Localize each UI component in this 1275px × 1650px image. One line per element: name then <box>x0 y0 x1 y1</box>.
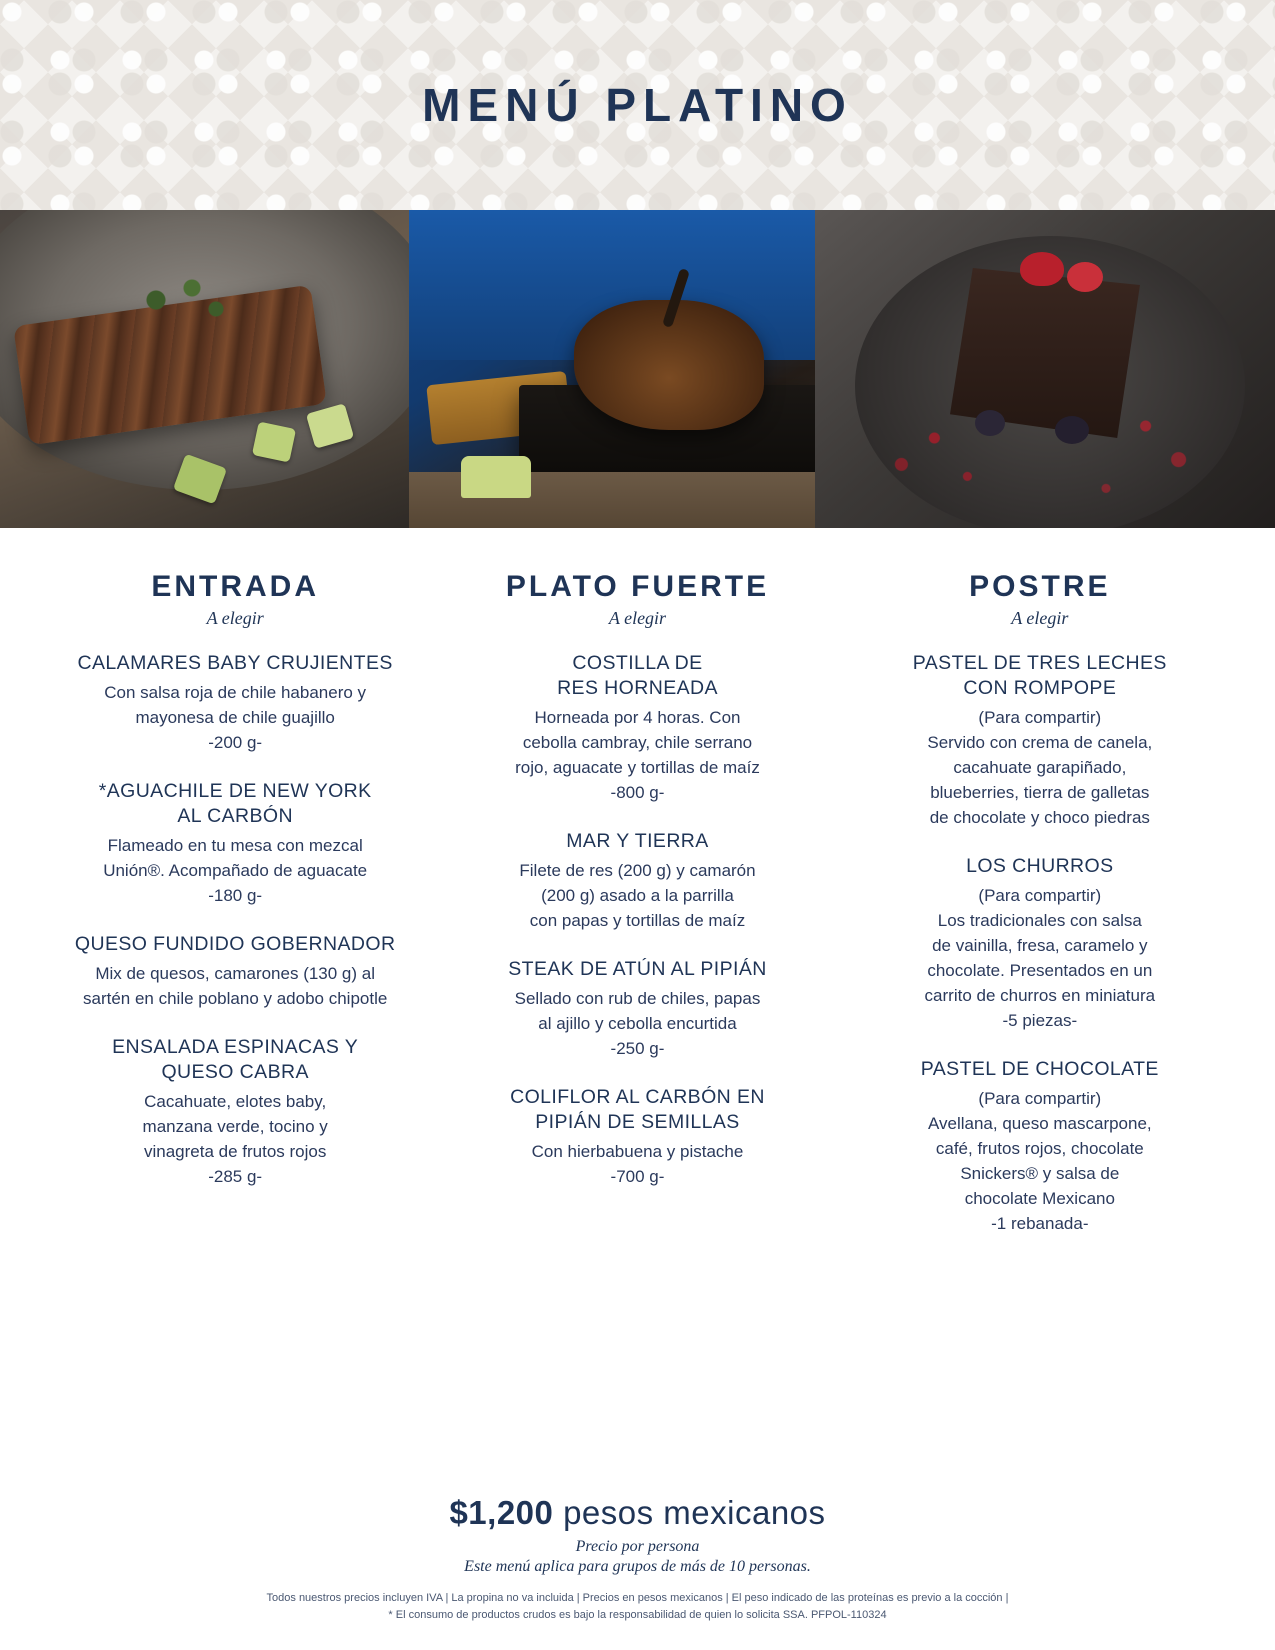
column-subheading: A elegir <box>1011 608 1069 628</box>
price-note-per-person: Precio por persona <box>575 1538 700 1555</box>
menu-item <box>839 854 1241 1033</box>
dish-photo-entrada <box>0 210 409 528</box>
page-header <box>0 0 1275 210</box>
column-subheading: A elegir <box>608 608 667 628</box>
column-heading: ENTRADA <box>151 570 319 603</box>
herb-shape <box>120 270 240 330</box>
page-footer <box>0 1494 1275 1650</box>
menu-item-name: PASTEL DE CHOCOLATE <box>920 1058 1159 1080</box>
menu-item-name: QUESO FUNDIDO GOBERNADOR <box>74 933 396 955</box>
menu-column-plato-fuerte <box>436 570 838 1260</box>
blackberry-shape <box>1055 416 1089 444</box>
menu-item <box>34 932 436 1011</box>
menu-item <box>34 651 436 755</box>
menu-item <box>34 1035 436 1189</box>
menu-item-description: (Para compartir) Los tradicionales con salsa de vainilla, fresa, caramelo y chocolate. Presentados en un carrito de churros en miniatura -5 piezas- <box>924 886 1156 1030</box>
chocolate-cake-shape <box>950 268 1140 438</box>
photo-strip <box>0 210 1275 528</box>
column-heading: PLATO FUERTE <box>505 570 770 603</box>
menu-item <box>839 1057 1241 1236</box>
strawberry-shape <box>1020 252 1064 286</box>
guacamole-shape <box>461 456 531 498</box>
menu-item-description: Filete de res (200 g) y camarón (200 g) asado a la parrilla con papas y tortillas de maíz <box>519 861 756 930</box>
menu-item-name: LOS CHURROS <box>966 855 1114 877</box>
column-subheading: A elegir <box>206 608 264 628</box>
menu-item-name: *AGUACHILE DE NEW YORK AL CARBÓN <box>98 780 372 827</box>
menu-item <box>436 651 838 805</box>
menu-item-name: STEAK DE ATÚN AL PIPIÁN <box>508 958 767 980</box>
menu-item <box>839 651 1241 830</box>
menu-item-description: Mix de quesos, camarones (130 g) al sartén en chile poblano y adobo chipotle <box>82 964 388 1008</box>
menu-item-description: Cacahuate, elotes baby, manzana verde, tocino y vinagreta de frutos rojos -285 g- <box>142 1092 328 1186</box>
menu-columns <box>0 528 1275 1260</box>
menu-item-description: (Para compartir) Avellana, queso mascarpone, café, frutos rojos, chocolate Snickers® y salsa de chocolate Mexicano -1 rebanada- <box>927 1089 1152 1233</box>
menu-column-entrada <box>34 570 436 1260</box>
strawberry-shape <box>1067 262 1103 292</box>
menu-item-name: PASTEL DE TRES LECHES CON ROMPOPE <box>912 652 1167 699</box>
menu-item-description: Horneada por 4 horas. Con cebolla cambray, chile serrano rojo, aguacate y tortillas de maíz -800 g- <box>515 708 760 802</box>
legal-line-2: * El consumo de productos crudos es bajo la responsabilidad de quien lo solicita SSA. PFPOL-110324 <box>388 1609 887 1621</box>
price-currency: pesos mexicanos <box>563 1494 826 1531</box>
menu-item-name: ENSALADA ESPINACAS Y QUESO CABRA <box>112 1036 359 1083</box>
menu-item-description: Con salsa roja de chile habanero y mayonesa de chile guajillo -200 g- <box>104 683 367 752</box>
column-heading: POSTRE <box>969 570 1111 603</box>
legal-line-1: Todos nuestros precios incluyen IVA | La propina no va incluida | Precios en pesos mexicanos | El peso indicado de las proteínas es previo a la cocción | <box>266 1592 1009 1604</box>
price-note-groups: Este menú aplica para grupos de más de 10 personas. <box>464 1558 811 1575</box>
menu-item-name: COSTILLA DE RES HORNEADA <box>557 652 718 699</box>
dish-photo-postre <box>815 210 1275 528</box>
menu-item-description: Flameado en tu mesa con mezcal Unión®. Acompañado de aguacate -180 g- <box>103 836 368 905</box>
menu-column-postre <box>839 570 1241 1260</box>
menu-item-description: (Para compartir) Servido con crema de canela, cacahuate garapiñado, blueberries, tierra de galletas de chocolate y choco piedras <box>927 708 1153 827</box>
menu-item-name: CALAMARES BABY CRUJIENTES <box>77 652 393 674</box>
dish-photo-plato-fuerte <box>409 210 815 528</box>
blackberry-shape <box>975 410 1005 436</box>
legal-text <box>0 1590 1275 1624</box>
menu-item <box>34 779 436 908</box>
price-amount: $1,200 <box>449 1494 554 1531</box>
price-line <box>0 1494 1275 1532</box>
menu-item <box>436 957 838 1061</box>
menu-item-name: COLIFLOR AL CARBÓN EN PIPIÁN DE SEMILLAS <box>510 1086 765 1133</box>
menu-item <box>436 829 838 933</box>
menu-item-name: MAR Y TIERRA <box>566 830 709 852</box>
menu-item-description: Con hierbabuena y pistache -700 g- <box>531 1142 744 1186</box>
page-title: MENÚ PLATINO <box>422 79 853 131</box>
menu-item-description: Sellado con rub de chiles, papas al ajillo y cebolla encurtida -250 g- <box>514 989 761 1058</box>
menu-item <box>436 1085 838 1189</box>
